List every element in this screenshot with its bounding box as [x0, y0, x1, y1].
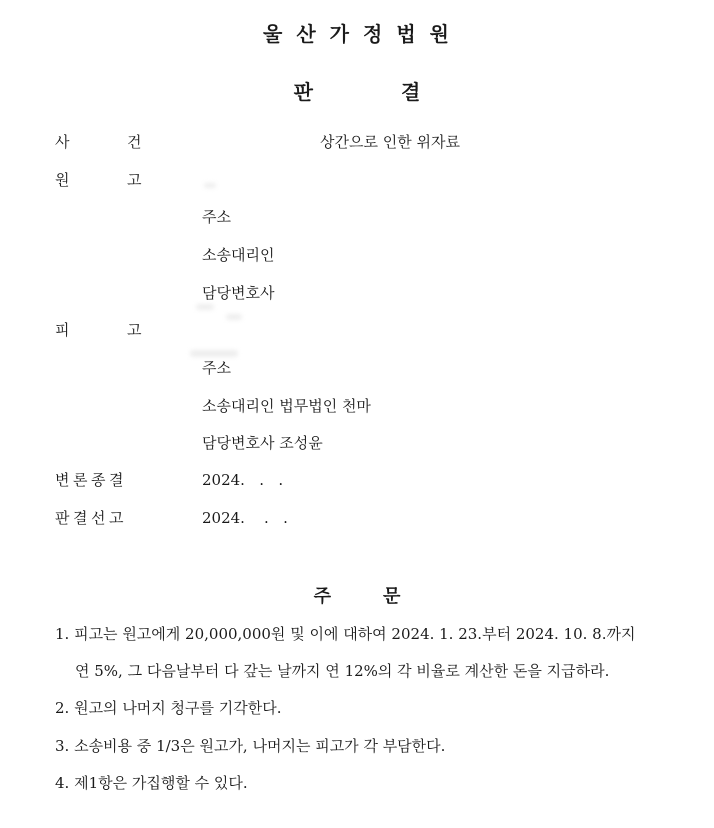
case-title: 상간으로 인한 위자료 [320, 133, 460, 151]
title-char: 주 [313, 586, 331, 607]
order-item-1: 1. 피고는 원고에게 20,000,000원 및 이에 대하여 2024. 1. 23.부터 2024. 10. 8.까지 [55, 625, 636, 643]
title-char: 문 [383, 586, 401, 607]
court-char: 가 [329, 22, 351, 46]
label-char: 고 [127, 321, 142, 339]
label-char: 결 [109, 471, 124, 489]
label-char: 종 [91, 471, 106, 489]
label-char: 피 [55, 321, 70, 339]
label-char: 론 [73, 471, 88, 489]
case-label [55, 132, 199, 152]
order-title [0, 582, 714, 608]
court-char: 산 [296, 22, 318, 46]
redaction-mark [190, 350, 238, 357]
label-char: 고 [127, 171, 142, 189]
label-char: 건 [127, 133, 142, 151]
order-item-3: 3. 소송비용 중 1/3은 원고가, 나머지는 피고가 각 부담한다. [55, 737, 446, 755]
hearing-end-label [55, 470, 127, 490]
plaintiff-attorney-label: 담당변호사 [202, 284, 275, 302]
redaction-mark [226, 314, 242, 320]
label-char: 사 [55, 133, 70, 151]
court-char: 원 [429, 22, 451, 46]
label-char: 고 [109, 509, 124, 527]
label-char: 결 [73, 509, 88, 527]
plaintiff-label [55, 170, 199, 190]
redaction-mark [204, 183, 216, 188]
court-char: 법 [396, 22, 418, 46]
sentencing-date: 2024. . . [202, 509, 288, 527]
document-title [0, 76, 714, 105]
sentencing-label [55, 508, 127, 528]
defendant-attorney: 담당변호사 조성윤 [202, 434, 323, 452]
title-char: 판 [293, 80, 313, 104]
order-item-4: 4. 제1항은 가집행할 수 있다. [55, 774, 248, 792]
label-char: 원 [55, 171, 70, 189]
redaction-mark [196, 304, 214, 310]
court-char: 정 [363, 22, 385, 46]
order-item-1-continued: 연 5%, 그 다음날부터 다 갚는 날까지 연 12%의 각 비율로 계산한 돈을 지급하라. [75, 662, 610, 680]
court-name [0, 18, 714, 47]
plaintiff-agent-label: 소송대리인 [202, 246, 275, 264]
court-char: 울 [263, 22, 285, 46]
defendant-agent: 소송대리인 법무법인 천마 [202, 397, 371, 415]
label-char: 판 [55, 509, 70, 527]
plaintiff-address-label: 주소 [202, 208, 231, 226]
defendant-address-label: 주소 [202, 359, 231, 377]
hearing-end-date: 2024. . . [202, 471, 284, 489]
label-char: 선 [91, 509, 106, 527]
defendant-label [55, 320, 199, 340]
label-char: 변 [55, 471, 70, 489]
title-char: 결 [401, 80, 421, 104]
order-item-2: 2. 원고의 나머지 청구를 기각한다. [55, 699, 282, 717]
